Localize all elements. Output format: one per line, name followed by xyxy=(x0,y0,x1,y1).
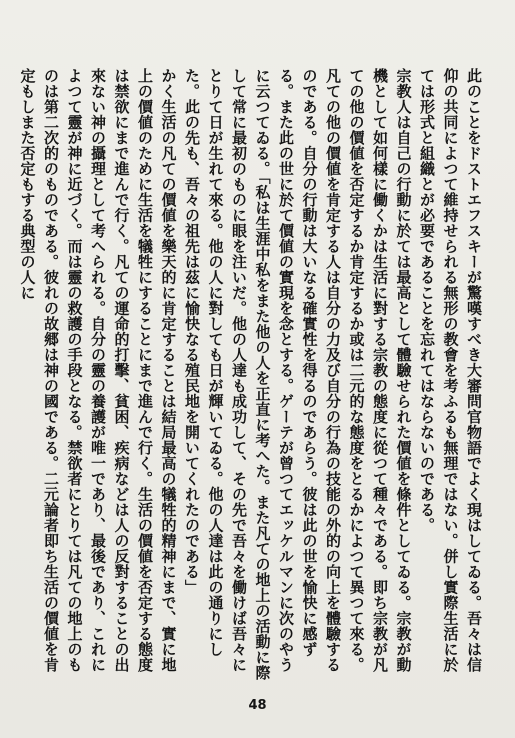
page-number: 48 xyxy=(248,698,267,713)
paragraph-2: 宗教人は自己の行動に於ては最高として體驗せられた價値を條件としてゐる。宗教が動機として如何樣に働くかは生活に對する宗教の態度に從つて種々である。即ち宗教が凡ての他の價値を否定するか肯定するか或は二元的な態度をとるかによつて異つて來る。凡ての他の價値を肯定する人は自分の力及び自分の行為の技能の外的の向上を體驗するのである。自分の行動は大いなる確實性を得るのであらう。彼は此の世を愉快に感ずる。また此の世に於て價値の實現を念とする。ゲーテが曾つてエッケルマンに次のやうに云つてゐる。「私は生涯中私をまた他の人を正直に考へた。また凡ての地上の活動に際して常に最初のものに眼を注いだ。他の人達も成功して、その先で吾々を働けば吾々にとりて日が生れて來る。他の人に對しても日が輝いてゐる。他の人達は此の通りにした。此の先も、吾々の祖先は茲に愉快なる殖民地を開いてくれたのである」 xyxy=(183,68,413,681)
paragraph-1: 此のことをドストエフスキーが驚嘆すべき大審問官物語でよく現はしてゐる。吾々は信仰の共同によつて維持せられる無形の教會を考ふるも無理ではない。併し實際生活に於ては形式と組織とが必要であることを忘れてはならないのである。 xyxy=(418,68,483,673)
vertical-text-block xyxy=(18,68,485,683)
paragraph-3: かく生活の凡ての價値を樂天的に肯定することは結局最高の犠牲的精神にまで、實に地上の價値のために生活を犠牲にすることにまで進んで行く。生活の價値を否定する態度は禁欲にまで進んで行く。凡ての運命的打擊、貧困、疾病などは人の反對することの出來ない神の攝理として考へられる。自分の靈の養護が唯一であり、最後であり、これによつて靈が神に近づく。而は靈の救護の手段となる。禁欲者にとりては凡ての地上のものは第二次的のものである。彼れの故郷は神の國である。二元論者即ち生活の價値を肯定もしまた否定もする典型の人に xyxy=(18,68,178,673)
